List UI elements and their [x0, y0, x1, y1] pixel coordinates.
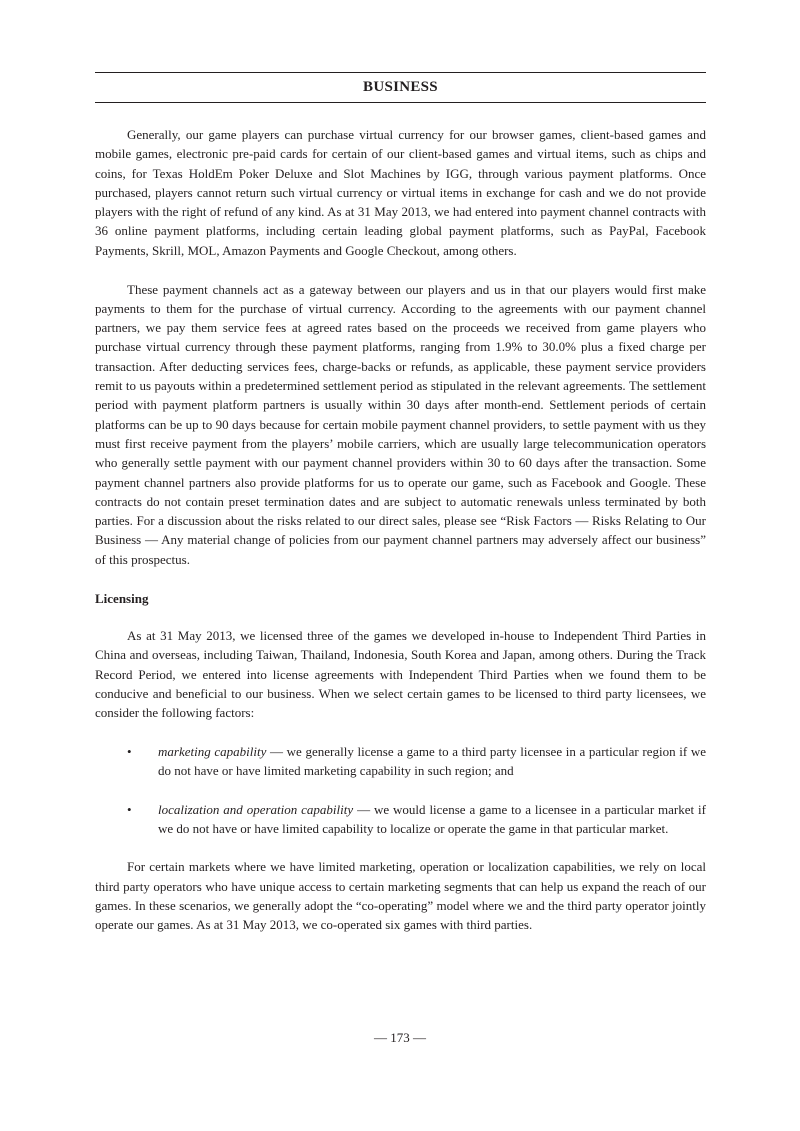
- factor-description: — we would license a game to a licensee in a particular market if we do not have or have limited capability to localize or operate the game in that particular market.: [158, 801, 706, 836]
- document-page: [95, 72, 706, 934]
- paragraph-co-operating-model: For certain markets where we have limited marketing, operation or localization capabilities, we rely on local third party operators who have unique access to certain marketing segments that can help us expand the reach of our games. In these scenarios, we generally adopt the “co-operating” model where we and the third party operator jointly operate our games. As at 31 May 2013, we co-operated six games with third parties.: [95, 859, 706, 933]
- paragraph-licensing-intro: As at 31 May 2013, we licensed three of the games we developed in-house to Independent Third Parties in China and overseas, including Taiwan, Thailand, Indonesia, South Korea and Japan, among others. During the Track Record Period, we entered into license agreements with Independent Third Parties when we found them to be conducive and beneficial to our business. When we select certain games to be licensed to third party licensees, we consider the following factors:: [95, 628, 706, 721]
- list-item: [95, 800, 706, 839]
- header-bottom-rule: [95, 102, 706, 103]
- document-body: [95, 125, 706, 934]
- list-item: [95, 742, 706, 781]
- section-title: BUSINESS: [363, 79, 438, 95]
- bullet-icon: •: [127, 743, 132, 759]
- factor-term: marketing capability: [158, 743, 267, 759]
- factor-description: — we generally license a game to a third party licensee in a particular region if we do not have or have limited marketing capability in such region; and: [158, 743, 706, 778]
- paragraph-payment-channels: These payment channels act as a gateway between our players and us in that our players would first make payments to them for the purchase of virtual currency. According to the agreements with our payment channel partners, we pay them service fees at agreed rates based on the proceeds we received from game players who purchase virtual currency through these payment platforms, ranging from 1.9% to 30.0% plus a fixed charge per transaction. After deducting services fees, charge-backs or refunds, as applicable, these payment service providers remit to us payouts within a predetermined settlement period as stipulated in the relevant agreements. The settlement period with payment platform partners is usually within 30 days after month-end. Settlement periods of certain platforms can be up to 90 days because for certain mobile payment channel providers, to settle payment with us they must first receive payment from the players’ mobile carriers, which are usually large telecommunication operators who generally settle payment with our payment channel providers within 30 to 60 days after the transaction. Some payment channel partners also provide platforms for us to operate our game, such as Facebook and Google. These contracts do not contain preset termination dates and are subject to automatic renewals unless terminated by both parties. For a discussion about the risks related to our direct sales, please see “Risk Factors — Risks Relating to Our Business — Any material change of policies from our payment channel partners may adversely affect our business” of this prospectus.: [95, 281, 706, 567]
- factor-term: localization and operation capability: [158, 801, 354, 817]
- licensing-factors-list: [95, 742, 706, 839]
- bullet-icon: •: [127, 801, 132, 817]
- paragraph-virtual-currency: Generally, our game players can purchase virtual currency for our browser games, client-based games and mobile games, electronic pre-paid cards for certain of our client-based games and virtual items, such as chips and coins, for Texas HoldEm Poker Deluxe and Slot Machines by IGG, through various payment platforms. Once purchased, players cannot return such virtual currency or virtual items in exchange for cash and we do not provide players with the right of refund of any kind. As at 31 May 2013, we had entered into payment channel contracts with 36 online payment platforms, including certain leading global payment platforms, such as PayPal, Facebook Payments, Skrill, MOL, Amazon Payments and Google Checkout, among others.: [95, 127, 706, 258]
- licensing-heading: Licensing: [95, 591, 149, 607]
- page-number: — 173 —: [374, 1030, 426, 1045]
